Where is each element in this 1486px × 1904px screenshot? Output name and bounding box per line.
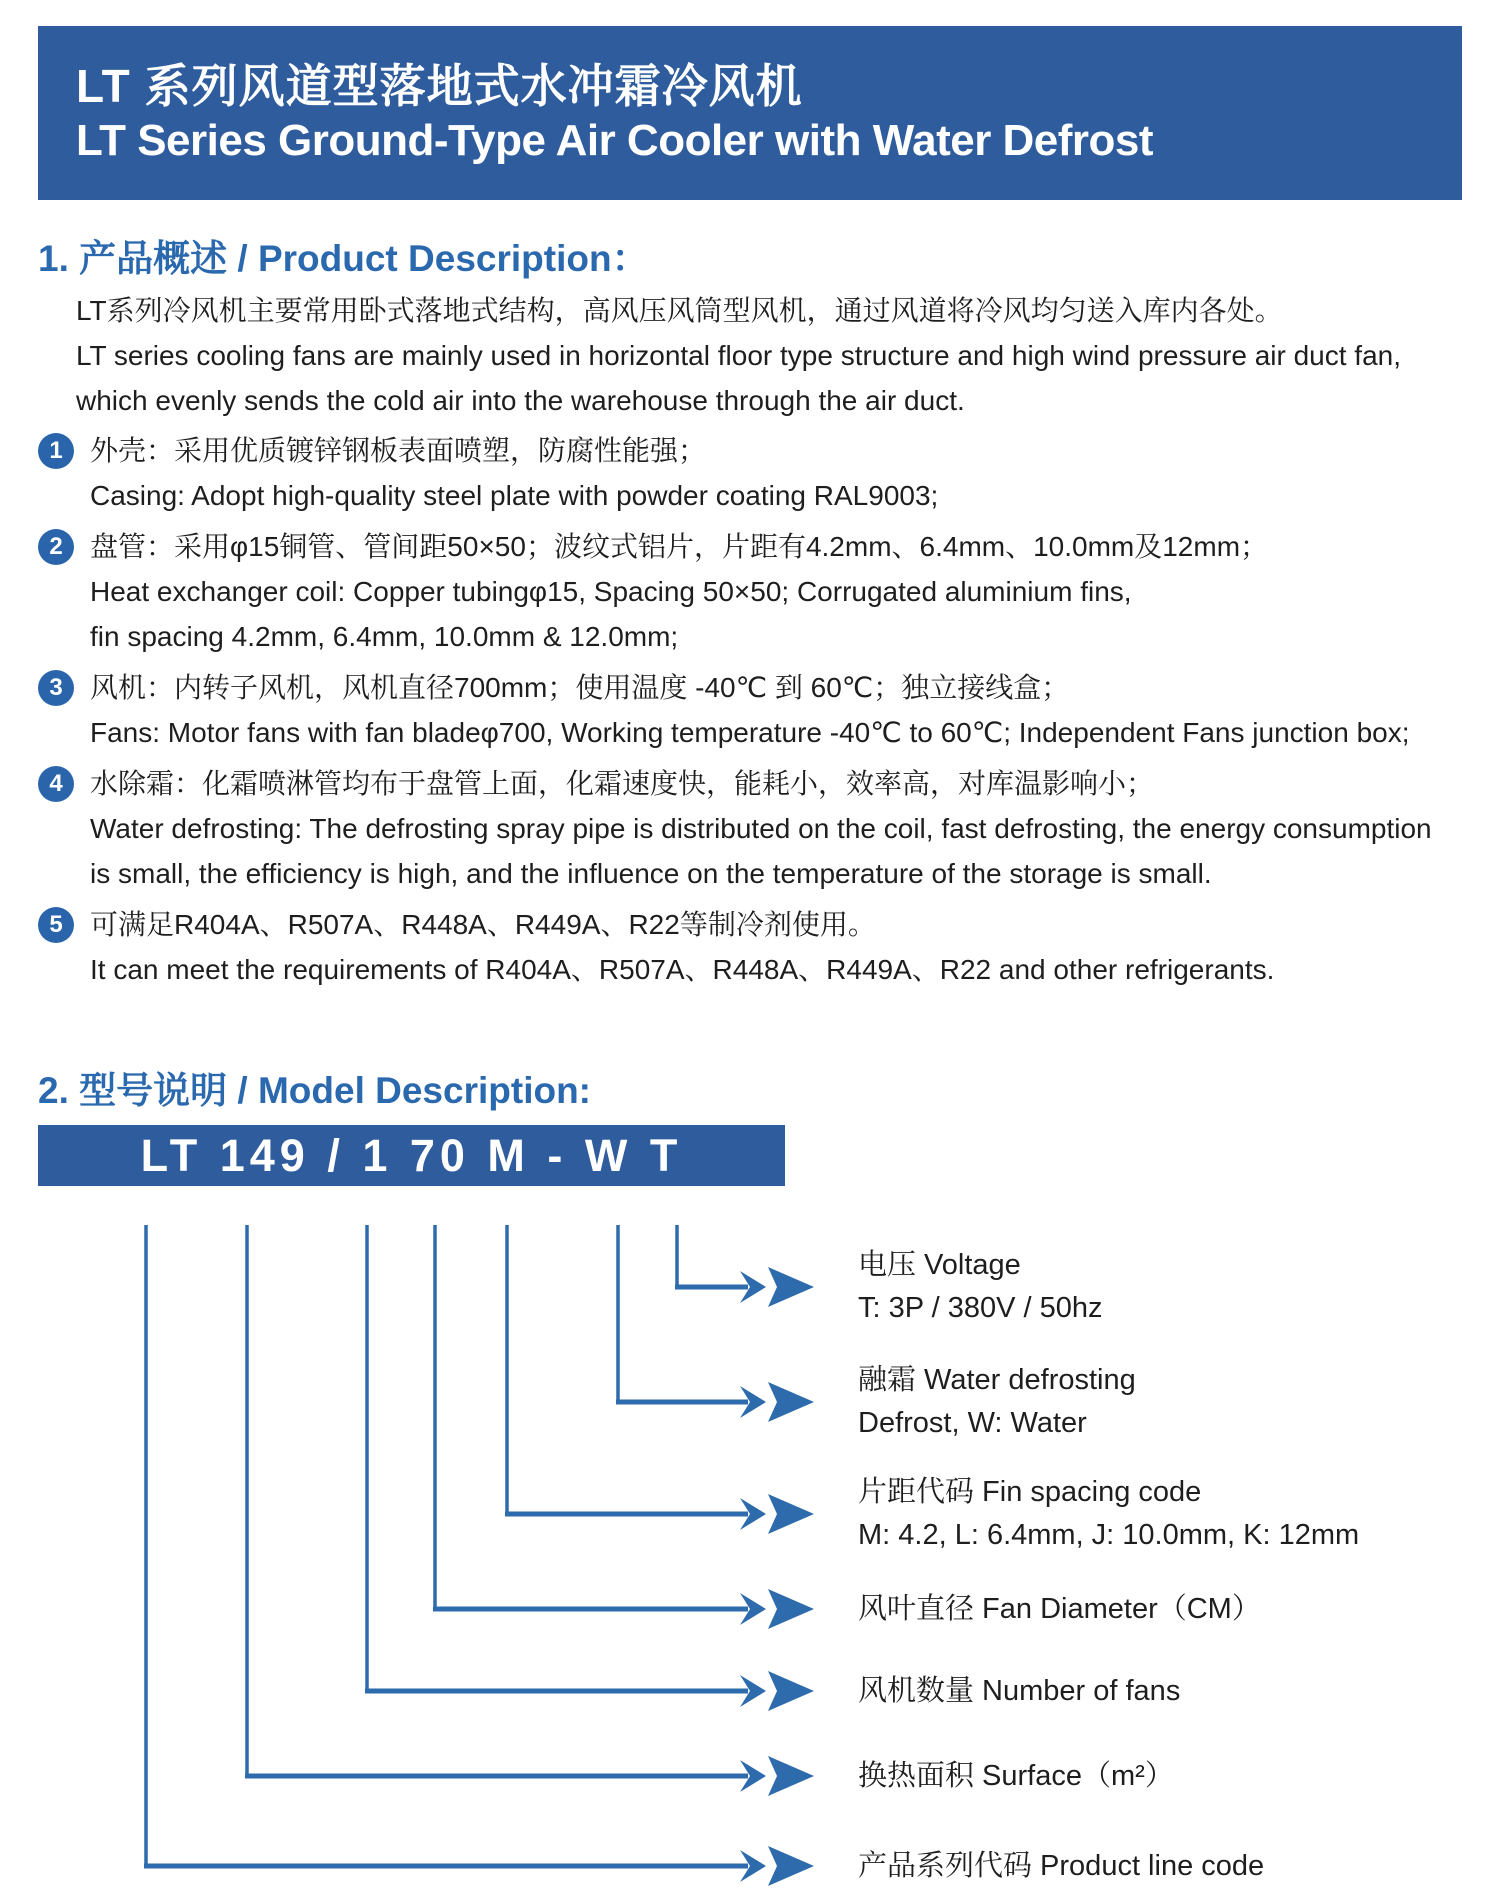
feature-text-en: Fans: Motor fans with fan bladeφ700, Working temperature -40℃ to 60℃; Independent Fans junction box; bbox=[90, 717, 1410, 748]
feature-text bbox=[90, 761, 1432, 896]
feature-item-fans bbox=[38, 665, 1486, 755]
page-header-banner bbox=[38, 26, 1462, 200]
diagram-label-product-line bbox=[858, 1845, 1264, 1888]
feature-number-badge: 3 bbox=[38, 670, 74, 706]
section-heading-product-description: 1. 产品概述 / Product Description： bbox=[38, 238, 649, 279]
arrow-right-icon bbox=[768, 1382, 814, 1422]
diagram-label-defrost bbox=[858, 1359, 1136, 1445]
product-intro-paragraph bbox=[76, 288, 1486, 423]
feature-text-en: It can meet the requirements of R404A、R507A、R448A、R449A、R22 and other refrigerants. bbox=[90, 954, 1275, 985]
connector-product-line bbox=[144, 1225, 814, 1886]
diagram-label-line: 融霜 Water defrosting bbox=[858, 1364, 1136, 1396]
arrow-right-icon bbox=[768, 1589, 814, 1629]
page-title-en: LT Series Ground-Type Air Cooler with Water Defrost bbox=[76, 116, 1154, 165]
feature-item-coil bbox=[38, 524, 1486, 659]
diagram-label-fan-diameter bbox=[858, 1588, 1261, 1631]
feature-item-refrigerants bbox=[38, 902, 1486, 992]
product-intro-en-line2: which evenly sends the cold air into the warehouse through the air duct. bbox=[76, 385, 965, 416]
diagram-label-voltage bbox=[858, 1244, 1103, 1330]
feature-number-badge: 5 bbox=[38, 907, 74, 943]
feature-text bbox=[90, 665, 1410, 755]
diagram-label-line: 风叶直径 Fan Diameter（CM） bbox=[858, 1593, 1261, 1625]
arrow-right-icon bbox=[768, 1267, 814, 1307]
model-code-diagram bbox=[0, 1186, 1486, 1904]
diagram-label-line: 风机数量 Number of fans bbox=[858, 1675, 1181, 1707]
diagram-label-line: 产品系列代码 Product line code bbox=[858, 1850, 1265, 1882]
connector-surface bbox=[245, 1225, 814, 1796]
diagram-label-fan-count bbox=[858, 1670, 1180, 1713]
feature-text-en: Casing: Adopt high-quality steel plate with powder coating RAL9003; bbox=[90, 480, 939, 511]
diagram-label-line: 片距代码 Fin spacing code bbox=[858, 1476, 1202, 1508]
page-title-zh: LT 系列风道型落地式水冲霜冷风机 bbox=[76, 60, 803, 112]
feature-text-zh: 盘管：采用φ15铜管、管间距50×50；波纹式铝片，片距有4.2mm、6.4mm、10.0mm及12mm； bbox=[90, 531, 1269, 562]
feature-number-badge: 1 bbox=[38, 433, 74, 469]
product-intro-en-line1: LT series cooling fans are mainly used in horizontal floor type structure and high wind pressure air duct fan, bbox=[76, 340, 1401, 371]
diagram-label-fin-spacing bbox=[858, 1471, 1359, 1557]
feature-text-en: is small, the efficiency is high, and the influence on the temperature of the storage is small. bbox=[90, 858, 1212, 889]
connector-voltage bbox=[675, 1225, 814, 1307]
feature-list bbox=[38, 428, 1486, 992]
arrow-right-icon bbox=[768, 1846, 814, 1886]
arrow-right-icon bbox=[768, 1671, 814, 1711]
diagram-label-line: 电压 Voltage bbox=[858, 1249, 1021, 1281]
feature-item-water-defrosting bbox=[38, 761, 1486, 896]
arrow-right-icon bbox=[768, 1756, 814, 1796]
model-code-box bbox=[38, 1125, 785, 1186]
feature-text-zh: 可满足R404A、R507A、R448A、R449A、R22等制冷剂使用。 bbox=[90, 909, 876, 940]
feature-text-en: fin spacing 4.2mm, 6.4mm, 10.0mm & 12.0mm; bbox=[90, 621, 679, 652]
feature-text bbox=[90, 902, 1274, 992]
diagram-label-line: M: 4.2, L: 6.4mm, J: 10.0mm, K: 12mm bbox=[858, 1519, 1360, 1551]
feature-number-badge: 2 bbox=[38, 529, 74, 565]
feature-item-casing bbox=[38, 428, 1486, 518]
connector-defrost bbox=[616, 1225, 814, 1422]
section-heading-model-description: 2. 型号说明 / Model Description: bbox=[38, 1070, 591, 1111]
arrow-right-icon bbox=[768, 1494, 814, 1534]
feature-text-en: Water defrosting: The defrosting spray pipe is distributed on the coil, fast defrosting, the energy consumption bbox=[90, 813, 1432, 844]
feature-text-zh: 外壳：采用优质镀锌钢板表面喷塑，防腐性能强； bbox=[90, 435, 707, 466]
diagram-label-surface bbox=[858, 1755, 1174, 1798]
diagram-label-line: T: 3P / 380V / 50hz bbox=[858, 1292, 1103, 1324]
feature-text-en: Heat exchanger coil: Copper tubingφ15, Spacing 50×50; Corrugated aluminium fins, bbox=[90, 576, 1132, 607]
feature-text bbox=[90, 524, 1268, 659]
feature-number-badge: 4 bbox=[38, 766, 74, 802]
feature-text-zh: 风机：内转子风机，风机直径700mm；使用温度 -40℃ 到 60℃；独立接线盒； bbox=[90, 672, 1070, 703]
model-code-text: LT 149 / 1 70 M - W T bbox=[140, 1129, 683, 1181]
product-intro-zh: LT系列冷风机主要常用卧式落地式结构，高风压风筒型风机，通过风道将冷风均匀送入库内各处。 bbox=[76, 295, 1283, 326]
diagram-label-line: Defrost, W: Water bbox=[858, 1407, 1087, 1439]
connector-fin-spacing bbox=[505, 1225, 814, 1534]
feature-text bbox=[90, 428, 938, 518]
diagram-label-line: 换热面积 Surface（m²） bbox=[858, 1760, 1174, 1792]
feature-text-zh: 水除霜：化霜喷淋管均布于盘管上面，化霜速度快，能耗小，效率高，对库温影响小； bbox=[90, 768, 1155, 799]
diagram-connectors bbox=[0, 1186, 860, 1904]
